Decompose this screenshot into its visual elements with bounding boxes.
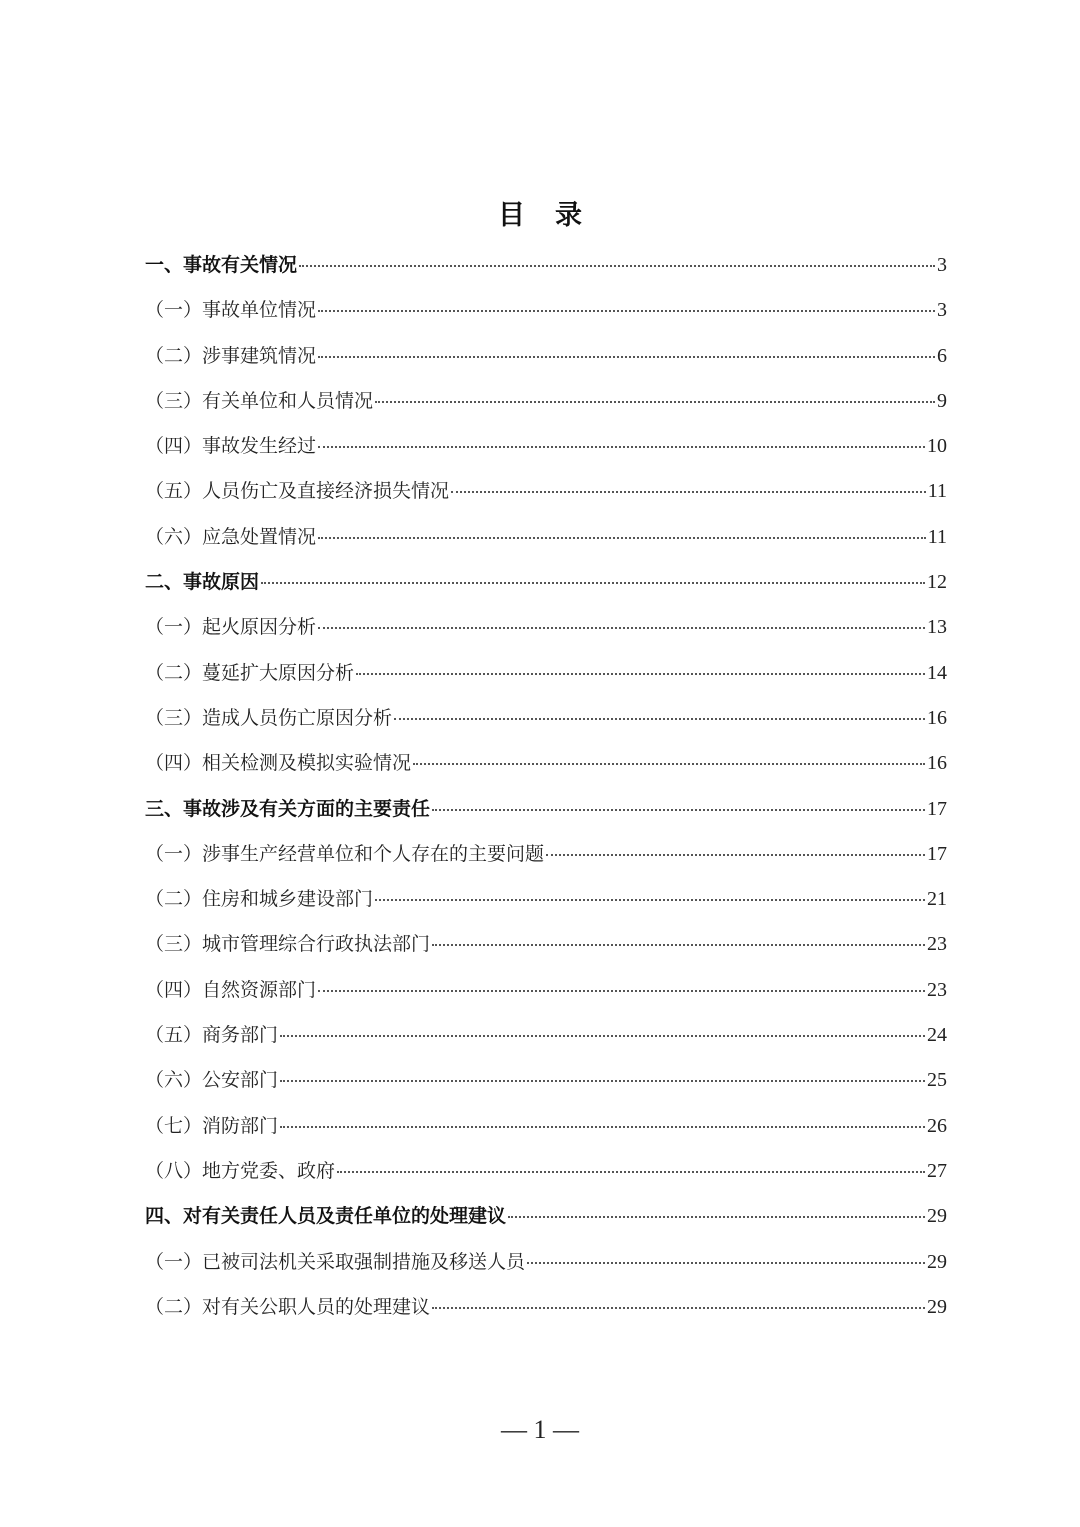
- toc-entry-subsection[interactable]: [145, 971, 947, 1016]
- toc-entry-text: 三、事故涉及有关方面的主要责任: [145, 797, 431, 820]
- toc-page-number: 27: [927, 1159, 947, 1182]
- toc-entry-text: （二）住房和城乡建设部门: [145, 888, 374, 911]
- toc-entry-subsection[interactable]: [145, 925, 947, 970]
- toc-entry-subsection[interactable]: [145, 1288, 947, 1333]
- toc-entry-text: （五）商务部门: [145, 1024, 279, 1047]
- toc-page-number: 6: [937, 344, 947, 367]
- toc-page-number: 11: [927, 525, 947, 548]
- toc-entry-text: （四）相关检测及模拟实验情况: [145, 752, 412, 775]
- dot-leader: [356, 673, 925, 675]
- toc-entry-subsection[interactable]: [145, 1016, 947, 1061]
- toc-entry-text: 二、事故原因: [145, 571, 260, 594]
- toc-page-number: 3: [937, 299, 947, 322]
- dot-leader: [318, 627, 925, 629]
- toc-entry-subsection[interactable]: [145, 472, 947, 517]
- toc-entry-subsection[interactable]: [145, 699, 947, 744]
- toc-entry-subsection[interactable]: [145, 1107, 947, 1152]
- dot-leader: [375, 401, 935, 403]
- dot-leader: [432, 809, 925, 811]
- toc-page-number: 16: [927, 752, 947, 775]
- dot-leader: [280, 1080, 925, 1082]
- toc-page-number: 21: [927, 888, 947, 911]
- toc-entry-subsection[interactable]: [145, 1152, 947, 1197]
- toc-page-number: 17: [927, 797, 947, 820]
- dot-leader: [508, 1216, 925, 1218]
- toc-entry-subsection[interactable]: [145, 518, 947, 563]
- table-of-contents: [145, 246, 947, 1333]
- toc-page-number: 25: [927, 1069, 947, 1092]
- toc-entry-subsection[interactable]: [145, 337, 947, 382]
- dot-leader: [337, 1171, 925, 1173]
- toc-entry-text: （一）事故单位情况: [145, 299, 317, 322]
- toc-page-number: 29: [927, 1250, 947, 1273]
- toc-entry-text: （一）起火原因分析: [145, 616, 317, 639]
- toc-entry-subsection[interactable]: [145, 654, 947, 699]
- page-title: 目录: [498, 200, 612, 231]
- dot-leader: [318, 537, 926, 539]
- toc-entry-subsection[interactable]: [145, 880, 947, 925]
- toc-page-number: 13: [927, 616, 947, 639]
- toc-entry-subsection[interactable]: [145, 1061, 947, 1106]
- toc-entry-subsection[interactable]: [145, 382, 947, 427]
- toc-entry-subsection[interactable]: [145, 291, 947, 336]
- dot-leader: [261, 582, 925, 584]
- toc-entry-text: （二）蔓延扩大原因分析: [145, 661, 355, 684]
- dot-leader: [432, 944, 925, 946]
- toc-entry-text: （七）消防部门: [145, 1114, 279, 1137]
- toc-entry-text: （五）人员伤亡及直接经济损失情况: [145, 480, 450, 503]
- toc-page-number: 23: [927, 978, 947, 1001]
- toc-entry-text: （六）公安部门: [145, 1069, 279, 1092]
- toc-page-number: 10: [927, 435, 947, 458]
- toc-entry-subsection[interactable]: [145, 835, 947, 880]
- toc-entry-text: （一）已被司法机关采取强制措施及移送人员: [145, 1250, 526, 1273]
- toc-entry-text: （六）应急处置情况: [145, 525, 317, 548]
- toc-entry-text: （二）涉事建筑情况: [145, 344, 317, 367]
- toc-page-number: 14: [927, 661, 947, 684]
- toc-entry-text: （三）城市管理综合行政执法部门: [145, 933, 431, 956]
- toc-entry-text: 一、事故有关情况: [145, 254, 298, 276]
- dot-leader: [432, 1307, 925, 1309]
- dot-leader: [413, 763, 925, 765]
- toc-entry-subsection[interactable]: [145, 608, 947, 653]
- dot-leader: [280, 1035, 925, 1037]
- toc-page-number: 16: [927, 706, 947, 729]
- dot-leader: [394, 718, 925, 720]
- toc-page-number: 3: [937, 254, 947, 276]
- dot-leader: [318, 990, 925, 992]
- toc-entry-text: 四、对有关责任人员及责任单位的处理建议: [145, 1205, 507, 1228]
- toc-page-number: 29: [927, 1295, 947, 1318]
- dot-leader: [527, 1262, 925, 1264]
- toc-page-number: 24: [927, 1024, 947, 1047]
- toc-page-number: 23: [927, 933, 947, 956]
- toc-entry-text: （四）事故发生经过: [145, 435, 317, 458]
- toc-entry-text: （一）涉事生产经营单位和个人存在的主要问题: [145, 842, 545, 865]
- toc-entry-section-3[interactable]: [145, 790, 947, 835]
- dot-leader: [451, 491, 926, 493]
- toc-entry-subsection[interactable]: [145, 744, 947, 789]
- dot-leader: [375, 899, 925, 901]
- toc-page-number: 12: [927, 571, 947, 594]
- toc-entry-text: （二）对有关公职人员的处理建议: [145, 1295, 431, 1318]
- toc-entry-text: （三）造成人员伤亡原因分析: [145, 706, 393, 729]
- toc-entry-section-2[interactable]: [145, 563, 947, 608]
- toc-entry-text: （四）自然资源部门: [145, 978, 317, 1001]
- toc-entry-text: （八）地方党委、政府: [145, 1159, 336, 1182]
- dot-leader: [299, 265, 935, 267]
- toc-entry-section-4[interactable]: [145, 1197, 947, 1242]
- dot-leader: [318, 310, 935, 312]
- toc-entry-subsection[interactable]: [145, 1243, 947, 1288]
- toc-entry-text: （三）有关单位和人员情况: [145, 389, 374, 412]
- dot-leader: [318, 356, 935, 358]
- dot-leader: [318, 446, 925, 448]
- page-number-footer: — 1 —: [501, 1415, 579, 1444]
- dot-leader: [546, 854, 925, 856]
- toc-page-number: 11: [927, 480, 947, 503]
- toc-entry-section-1[interactable]: [145, 246, 947, 291]
- toc-page-number: 17: [927, 842, 947, 865]
- dot-leader: [280, 1126, 925, 1128]
- toc-page-number: 26: [927, 1114, 947, 1137]
- toc-page-number: 29: [927, 1205, 947, 1228]
- toc-page-number: 9: [937, 389, 947, 412]
- toc-entry-subsection[interactable]: [145, 427, 947, 472]
